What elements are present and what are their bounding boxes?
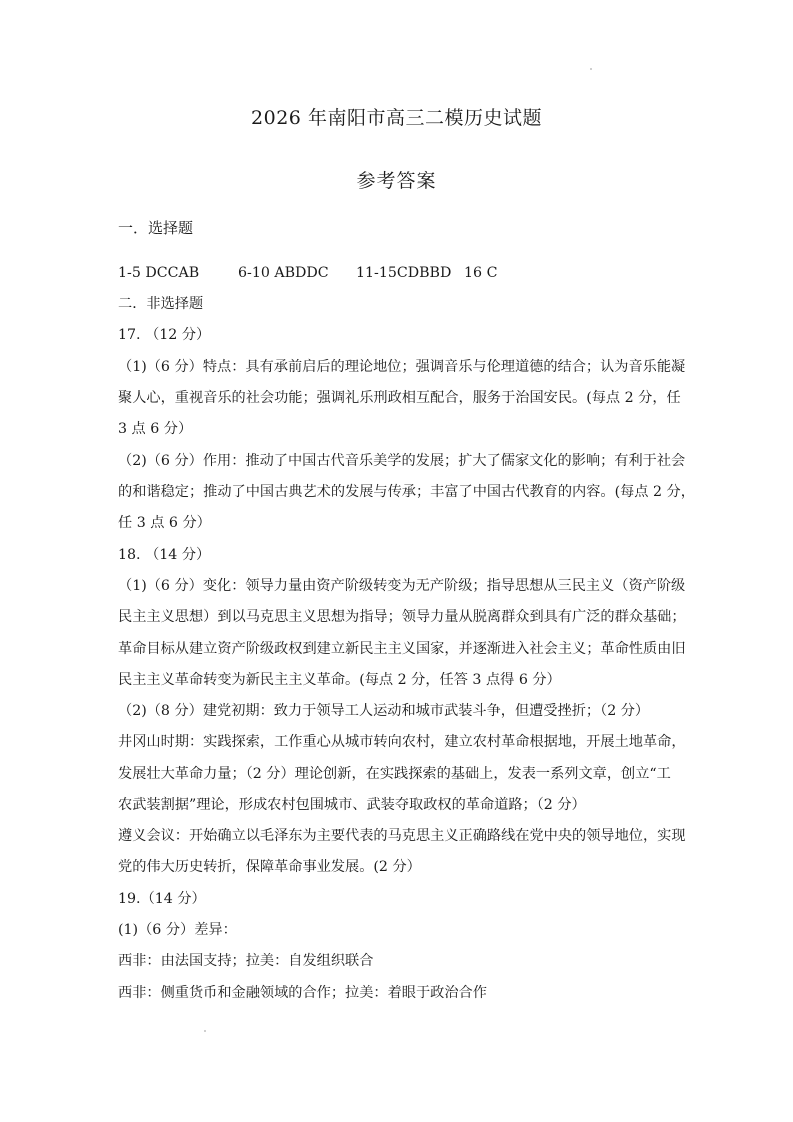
answer-line: 民主主义革命转变为新民主主义革命。(每点 2 分，任答 3 点得 6 分）: [118, 672, 561, 688]
answer-line: （2)（8 分）建党初期：致力于领导工人运动和城市武装斗争，但遭受挫折；（2 分）: [118, 703, 650, 719]
answer-line: 西非：由法国支持；拉美：自发组织联合: [118, 953, 374, 969]
answer-line: 西非：侧重货币和金融领域的合作；拉美：着眼于政治合作: [118, 985, 487, 1001]
document-subtitle: 参考答案: [356, 170, 437, 192]
document-title: 2026 年南阳市高三二模历史试题: [251, 107, 542, 129]
answer-line: （1)（6 分）特点：具有承前启后的理论地位；强调音乐与伦理道德的结合；认为音乐能凝: [118, 359, 686, 375]
answer-line: 遵义会议：开始确立以毛泽东为主要代表的马克思主义正确路线在党中央的领导地位，实现: [118, 828, 686, 844]
question-18-head: 18. （14 分）: [118, 547, 211, 563]
question-19-head: 19.（14 分）: [118, 891, 206, 907]
scan-speck: [590, 68, 592, 70]
answer-line: （1)（6 分）变化：领导力量由资产阶级转变为无产阶级；指导思想从三民主义（资产阶级: [118, 578, 686, 594]
answer-line: 发展壮大革命力量；（2 分）理论创新，在实践探索的基础上，发表一系列文章，创立“工: [118, 766, 671, 782]
choice-answer-6-10: 6-10 ABDDC: [238, 265, 329, 281]
answer-line: 党的伟大历史转折，保障革命事业发展。(2 分）: [118, 859, 421, 875]
answer-line: 井冈山时期：实践探索，工作重心从城市转向农村，建立农村革命根据地，开展土地革命，: [118, 734, 686, 750]
choice-answer-11-15: 11-15CDBBD: [356, 265, 452, 281]
answer-line: 农武装割据”理论，形成农村包围城市、武装夺取政权的革命道路；（2 分）: [118, 797, 586, 813]
choice-answer-1-5: 1-5 DCCAB: [118, 265, 200, 281]
question-17-head: 17. （12 分）: [118, 327, 211, 343]
answer-line: 聚人心，重视音乐的社会功能；强调礼乐刑政相互配合，服务于治国安民。(每点 2 分，任: [118, 390, 681, 406]
section-heading-choice: 一．选择题: [118, 219, 194, 237]
answer-line: (1)（6 分）差异：: [118, 922, 237, 938]
answer-line: （2)（6 分）作用：推动了中国古代音乐美学的发展；扩大了儒家文化的影响；有利于社会: [118, 453, 686, 469]
answer-line: 革命目标从建立资产阶级政权到建立新民主主义国家，并逐渐进入社会主义；革命性质由旧: [118, 641, 686, 657]
answer-line: 的和谐稳定；推动了中国古典艺术的发展与传承；丰富了中国古代教育的内容。(每点 2 分，: [118, 484, 695, 500]
answer-line: 3 点 6 分）: [118, 421, 193, 437]
scan-speck: [204, 1030, 206, 1032]
answer-line: 任 3 点 6 分）: [118, 515, 211, 531]
answer-line: 民主主义思想）到以马克思主义思想为指导；领导力量从脱离群众到具有广泛的群众基础；: [118, 609, 686, 625]
section-heading-nonchoice: 二．非选择题: [118, 296, 204, 312]
choice-answer-16: 16 C: [464, 265, 498, 281]
